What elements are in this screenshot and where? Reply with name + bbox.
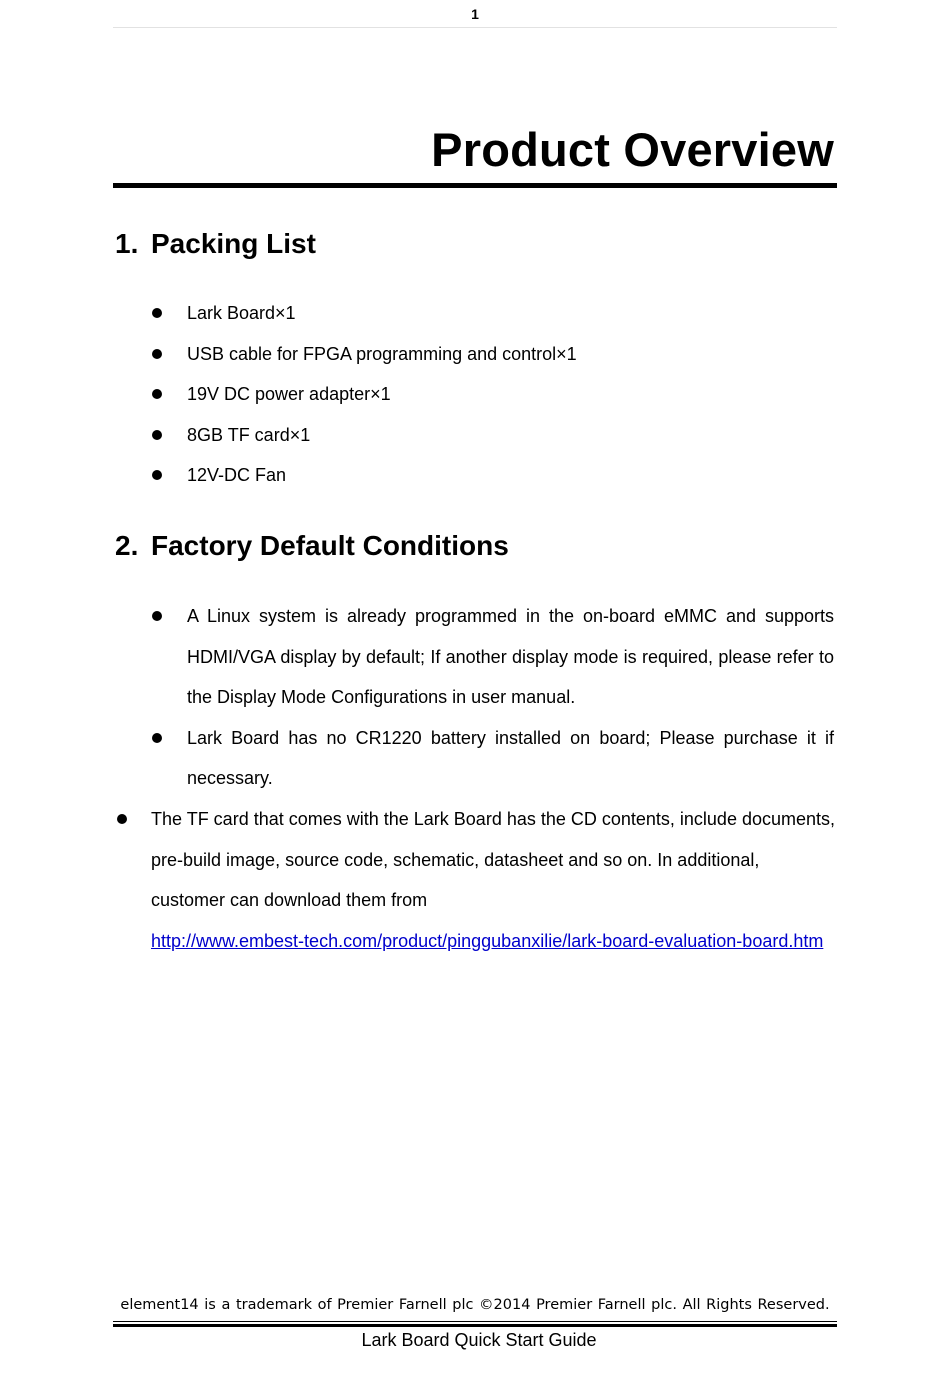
section-heading-factory-defaults (115, 530, 509, 562)
list-item-text: Lark Board×1 (187, 303, 296, 323)
bullet-icon (152, 308, 162, 318)
footer-divider (113, 1321, 837, 1322)
header-divider (113, 27, 837, 28)
note-line: customer can download them from (151, 890, 428, 910)
note-line: The TF card that comes with the Lark Board has the CD contents, include documents, (151, 809, 836, 829)
download-link[interactable]: http://www.embest-tech.com/product/pinggubanxilie/lark-board-evaluation-board.htm (151, 930, 824, 951)
list-item (150, 374, 840, 415)
page-number: 1 (471, 6, 479, 22)
list-item (150, 415, 840, 456)
list-item-text: 12V-DC Fan (187, 465, 287, 485)
footer-guide-title: Lark Board Quick Start Guide (361, 1330, 597, 1350)
bullet-icon (152, 733, 162, 743)
bullet-icon (152, 430, 162, 440)
list-item (150, 718, 840, 799)
section-title: Packing List (151, 228, 316, 259)
bullet-icon (152, 470, 162, 480)
list-item (150, 596, 840, 718)
section-heading-packing-list (115, 228, 316, 260)
note-line: pre-build image, source code, schematic, datasheet and so on. In additional, (151, 849, 760, 870)
list-item (150, 334, 840, 375)
section-title: Factory Default Conditions (151, 530, 509, 561)
section-number: 2. (115, 530, 139, 561)
bullet-icon (117, 814, 127, 824)
tf-card-note (113, 799, 843, 961)
list-item-text: 19V DC power adapter×1 (187, 384, 391, 404)
list-item-text: 8GB TF card×1 (187, 424, 311, 445)
section-number: 1. (115, 228, 139, 259)
bullet-icon (152, 349, 162, 359)
bullet-icon (152, 389, 162, 399)
list-item-text: Lark Board has no CR1220 battery installed on board; Please purchase it if necessary. (187, 727, 834, 788)
title-underline (113, 183, 837, 188)
list-item-text: A Linux system is already programmed in the on-board eMMC and supports HDMI/VGA display by default; If another display mode is required, please refer to the Display Mode Configurations in user manual. (187, 606, 834, 707)
footer-divider-thick (113, 1324, 837, 1327)
packing-list (150, 293, 840, 496)
factory-defaults-list (150, 596, 840, 799)
page-title: Product Overview (431, 123, 834, 176)
footer-trademark: element14 is a trademark of Premier Farnell plc ©2014 Premier Farnell plc. All Rights Reserved. (120, 1297, 830, 1313)
list-item-text: USB cable for FPGA programming and control×1 (187, 343, 577, 364)
list-item (150, 455, 840, 496)
list-item (150, 293, 840, 334)
bullet-icon (152, 611, 162, 621)
